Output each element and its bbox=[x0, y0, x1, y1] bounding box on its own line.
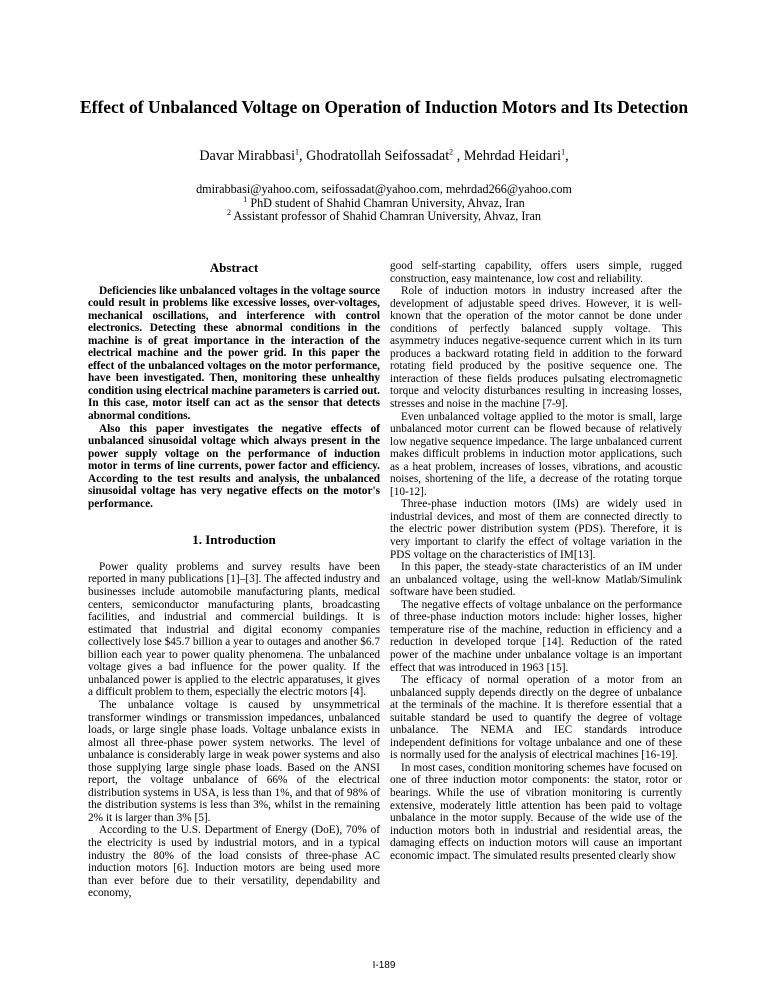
affiliation-number: 1 bbox=[243, 194, 248, 204]
affiliation-line bbox=[60, 207, 708, 224]
author-name: Mehrdad Heidari bbox=[463, 148, 562, 164]
body-paragraph: good self-starting capability, offers users simple, rugged construction, easy maintenance, low cost and reliability. bbox=[390, 260, 682, 285]
body-paragraph: Power quality problems and survey results have been reported in many publications [1]–[3]. The affected industry and businesses include automobile manufacturing plants, medical centers, semiconductor manufacturing plants, broadcasting facilities, and industrial and commercial buildings. It is estimated that industrial and digital economy companies collectively lose $45.7 billion a year to outages and another $6.7 billion each year to power quality phenomena. The unbalanced voltage gives a bad influence for the power quality. If the unbalanced power is applied to the electric apparatuses, it gives a difficult problem to them, especially the electric motors [4]. bbox=[88, 560, 380, 699]
body-paragraph: The negative effects of voltage unbalance on the performance of three-phase induction motors include: higher losses, higher temperature rise of the machine, reduction in efficiency and a reduction in developed torque [14]. Reduction of the rated power of the machine under unbalance voltage is an important effect that was introduced in 1963 [15]. bbox=[390, 598, 682, 674]
affiliation-number: 2 bbox=[227, 207, 232, 217]
body-paragraph: In most cases, condition monitoring schemes have focused on one of three induction motor components: the stator, rotor or bearings. While the use of vibration monitoring is currently extensive, moderately little attention has been paid to voltage unbalance in the motor supply. Because of the wide use of the induction motors both in industrial and residential areas, the damaging effects on induction motors will cause an important economic impact. The simulated results presented clearly show bbox=[390, 761, 682, 862]
author-name: Davar Mirabbasi bbox=[199, 148, 296, 164]
introduction-heading: 1. Introduction bbox=[192, 532, 276, 548]
author-list bbox=[60, 148, 708, 165]
page-number: I-189 bbox=[372, 960, 396, 971]
affiliation-marker: 2 bbox=[449, 147, 454, 157]
body-paragraph: Role of induction motors in industry increased after the development of adjustable speed drives. However, it is well-known that the operation of the motor cannot be done under conditions of perfectly balanced supply voltage. This asymmetry induces negative-sequence current which in its turn produces a backward rotating field in addition to the forward rotating field produced by the positive sequence one. The interaction of these fields produces pulsating electromagnetic torque and velocity disturbances resulting in increasing losses, stresses and noise in the machine [7-9]. bbox=[390, 285, 682, 411]
affiliation-text: PhD student of Shahid Chamran University, Ahvaz, Iran bbox=[247, 195, 525, 210]
affiliation-marker: 1 bbox=[295, 147, 300, 157]
affiliation-line bbox=[60, 194, 708, 211]
author-separator: , bbox=[565, 148, 569, 164]
affiliation-text: Assistant professor of Shahid Chamran University, Ahvaz, Iran bbox=[231, 209, 541, 223]
abstract-paragraph: Also this paper investigates the negative effects of unbalanced sinusoidal voltage which always present in the power supply voltage on the performance of induction motor in terms of line currents, power factor and efficiency. According to the test results and analysis, the unbalanced sinusoidal voltage has very negative effects on the motor's performance. bbox=[88, 422, 380, 510]
affiliation-marker: 1 bbox=[561, 147, 566, 157]
abstract-paragraph: Deficiencies like unbalanced voltages in the voltage source could result in problems like excessive losses, over-voltages, mechanical oscillations, and interference with control electronics. Detecting these abnormal conditions in the machine is of great importance in the interaction of the electrical machine and the power grid. In this paper the effect of the unbalanced voltages on the motor performance, have been investigated. Then, monitoring these unhealthy condition using electrical machine parameters is carried out. In this case, motor itself can act as the sensor that detects abnormal conditions. bbox=[88, 284, 380, 423]
body-paragraph: According to the U.S. Department of Energy (DoE), 70% of the electricity is used by industrial motors, and in a typical industry the 80% of the load consists of three-phase AC induction motors [6]. Induction motors are being used more than ever before due to their versatility, dependability and economy, bbox=[88, 824, 380, 900]
body-paragraph: The unbalance voltage is caused by unsymmetrical transformer windings or transmission impedances, unbalanced loads, or large single phase loads. Voltage unbalance exists in almost all three-phase power system networks. The level of unbalance is considerably large in weak power systems and also those supplying large single phase loads. Based on the ANSI report, the voltage unbalance of 66% of the electrical distribution systems in USA, is less than 1%, and that of 98% of the distribution systems is less than 3%, whilst in the remaining 2% it is larger than 3% [5]. bbox=[88, 698, 380, 824]
author-affiliations bbox=[60, 183, 708, 224]
left-column bbox=[88, 262, 380, 900]
body-paragraph: The efficacy of normal operation of a motor from an unbalanced supply depends directly on the degree of unbalance at the terminals of the machine. It is therefore essential that a suitable standard be used to quantify the degree of voltage unbalance. The NEMA and IEC standards introduce independent definitions for voltage unbalance and one of these is normally used for the analysis of electrical machines [16-19]. bbox=[390, 674, 682, 762]
body-paragraph: In this paper, the steady-state characteristics of an IM under an unbalanced voltage, using the well-know Matlab/Simulink software have been studied. bbox=[390, 561, 682, 599]
author-separator: , bbox=[453, 148, 464, 164]
paper-title: Effect of Unbalanced Voltage on Operation of Induction Motors and Its Detection bbox=[79, 97, 689, 117]
right-column bbox=[390, 260, 682, 862]
body-paragraph: Three-phase induction motors (IMs) are widely used in industrial devices, and most of them are connected directly to the electric power distribution system (PDS). Therefore, it is very important to clarify the effect of voltage variation in the PDS voltage on the characteristics of IM[13]. bbox=[390, 498, 682, 561]
abstract-heading: Abstract bbox=[209, 260, 259, 275]
author-separator: , bbox=[299, 148, 307, 164]
author-emails: dmirabbasi@yahoo.com, seifossadat@yahoo.com, mehrdad266@yahoo.com bbox=[196, 182, 572, 196]
author-name: Ghodratollah Seifossadat bbox=[306, 148, 450, 164]
body-paragraph: Even unbalanced voltage applied to the motor is small, large unbalanced motor current can be flowed because of relatively low negative sequence impedance. The large unbalanced current makes difficult problems in induction motor applications, such as a heat problem, increases of losses, vibrations, and acoustic noises, shortening of the life, a decrease of the rotating torque [10-12]. bbox=[390, 410, 682, 498]
